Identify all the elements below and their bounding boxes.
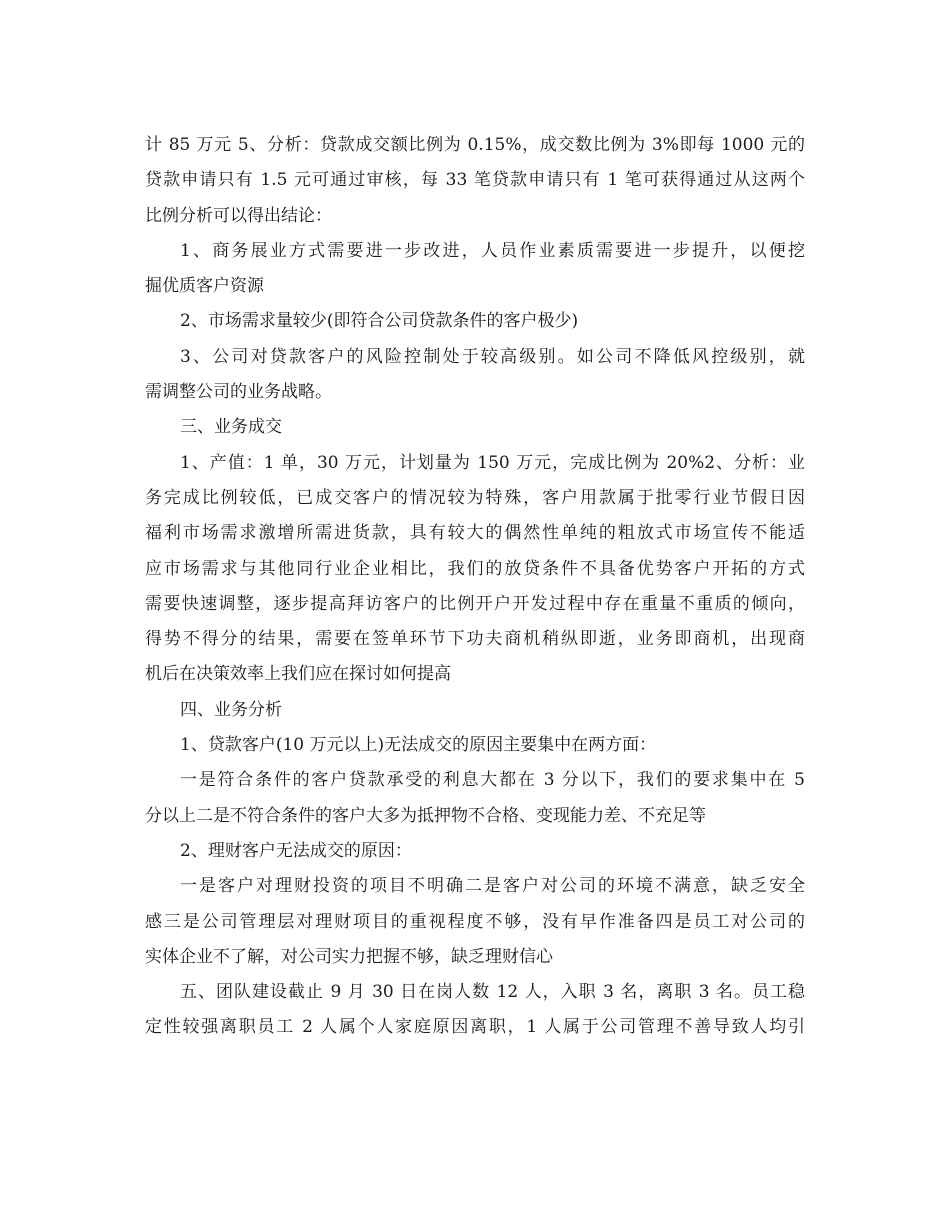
text-line: 得势不得分的结果，需要在签单环节下功夫商机稍纵即逝，业务即商机，出现商	[145, 629, 805, 650]
text-line: 感三是公司管理层对理财项目的重视程度不够，没有早作准备四是员工对公司的	[145, 911, 805, 932]
text-line: 福利市场需求激增所需进货款，具有较大的偶然性单纯的粗放式市场宣传不能适	[145, 523, 805, 544]
text-line: 需要快速调整，逐步提高拜访客户的比例开户开发过程中存在重量不重质的倾向，	[145, 593, 805, 614]
text-line: 一是客户对理财投资的项目不明确二是客户对公司的环境不满意，缺乏安全	[180, 876, 805, 897]
text-line: 掘优质客户资源	[145, 276, 264, 297]
text-line: 一是符合条件的客户贷款承受的利息大都在 3 分以下，我们的要求集中在 5	[180, 770, 805, 791]
text-line: 五、团队建设截止 9 月 30 日在岗人数 12 人，入职 3 名，离职 3 名。员工稳	[180, 982, 805, 1003]
text-line: 定性较强离职员工 2 人属个人家庭原因离职，1 人属于公司管理不善导致人均引	[145, 1017, 805, 1038]
text-line: 务完成比例较低，已成交客户的情况较为特殊，客户用款属于批零行业节假日因	[145, 487, 805, 508]
text-line: 应市场需求与其他同行业企业相比，我们的放贷条件不具备优势客户开拓的方式	[145, 558, 805, 579]
text-line: 四、业务分析	[180, 699, 282, 720]
text-line: 1、商务展业方式需要进一步改进，人员作业素质需要进一步提升，以便挖	[180, 240, 805, 261]
document-body	[145, 128, 805, 1046]
text-line: 计 85 万元 5、分析：贷款成交额比例为 0.15%，成交数比例为 3%即每 1000 元的	[145, 135, 805, 155]
text-line: 贷款申请只有 1.5 元可通过审核，每 33 笔贷款申请只有 1 笔可获得通过从这两个	[145, 170, 805, 191]
text-line: 需调整公司的业务战略。	[145, 382, 332, 403]
text-line: 2、理财客户无法成交的原因：	[180, 840, 412, 861]
text-line: 机后在决策效率上我们应在探讨如何提高	[145, 664, 451, 685]
text-line: 分以上二是不符合条件的客户大多为抵押物不合格、变现能力差、不充足等	[145, 805, 706, 826]
text-line: 比例分析可以得出结论：	[145, 205, 332, 226]
text-line: 三、业务成交	[180, 417, 282, 438]
text-line: 2、市场需求量较少(即符合公司贷款条件的客户极少)	[180, 311, 579, 332]
text-line: 实体企业不了解，对公司实力把握不够，缺乏理财信心	[145, 946, 553, 967]
text-line: 1、产值：1 单，30 万元，计划量为 150 万元，完成比例为 20%2、分析：业	[180, 452, 805, 473]
text-line: 1、贷款客户(10 万元以上)无法成交的原因主要集中在两方面：	[180, 735, 657, 756]
text-line: 3、公司对贷款客户的风险控制处于较高级别。如公司不降低风控级别，就	[180, 346, 805, 367]
